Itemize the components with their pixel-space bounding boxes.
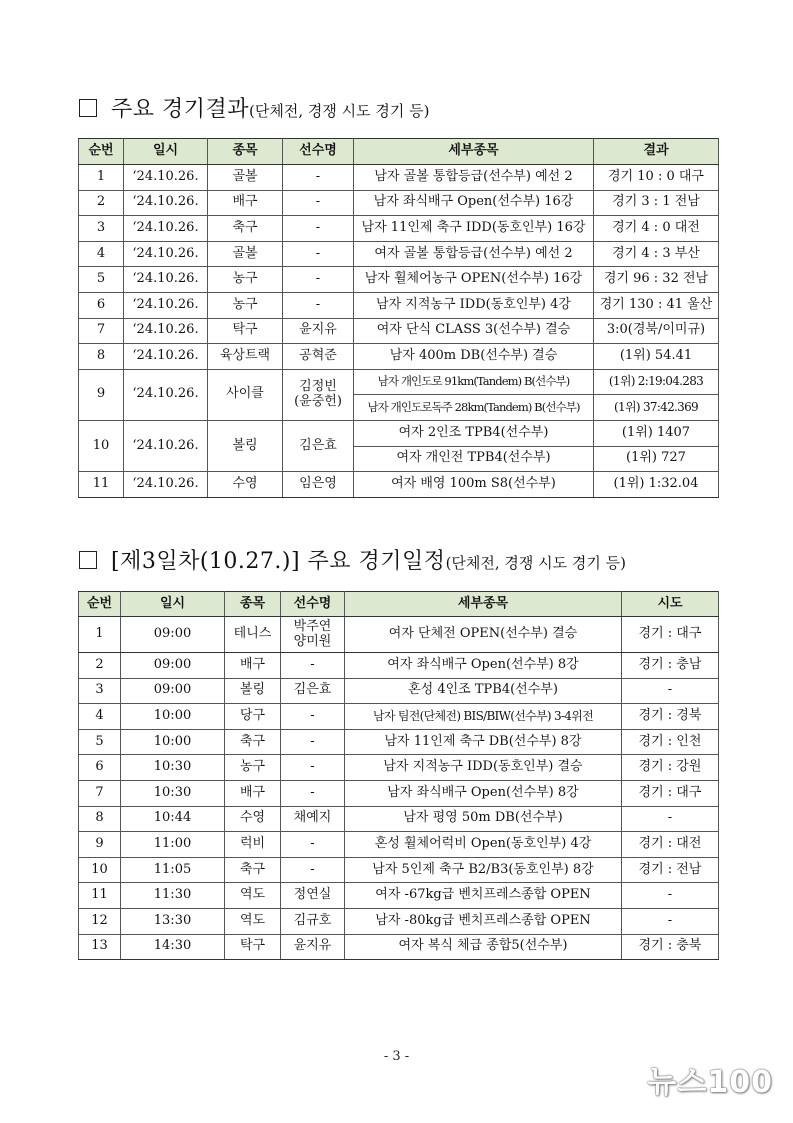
cell-sport: 테니스 xyxy=(225,617,281,653)
header-athlete: 선수명 xyxy=(281,592,345,617)
cell-athlete: - xyxy=(283,216,354,242)
cell-athlete: - xyxy=(281,832,345,858)
cell-athlete: - xyxy=(281,704,345,730)
header-result: 결과 xyxy=(594,139,719,165)
section-title-schedule xyxy=(79,544,626,575)
cell-sport: 당구 xyxy=(225,704,281,730)
cell-time: 11:00 xyxy=(121,832,225,858)
cell-sport: 배구 xyxy=(225,780,281,806)
cell-no: 1 xyxy=(79,165,124,191)
cell-event: 여자 복식 체급 종합5(선수부) xyxy=(345,934,622,960)
cell-region: 경기 : 대구 xyxy=(622,780,719,806)
athlete-line-2: (윤중헌) xyxy=(294,393,342,409)
table-row xyxy=(79,857,719,883)
cell-event: 남자 지적농구 IDD(동호인부) 4강 xyxy=(354,292,594,318)
cell-athlete: - xyxy=(283,165,354,191)
cell-date: ‘24.10.26. xyxy=(124,241,208,267)
cell-time: 14:30 xyxy=(121,934,225,960)
table-row xyxy=(79,369,719,395)
cell-sport: 수영 xyxy=(208,472,283,498)
cell-event: 남자 팀전(단체전) BIS/BIW(선수부) 3-4위전 xyxy=(345,704,622,730)
cell-sport: 역도 xyxy=(225,883,281,909)
cell-region: 경기 : 대구 xyxy=(622,617,719,653)
cell-athlete: - xyxy=(281,857,345,883)
cell-sport: 축구 xyxy=(208,216,283,242)
cell-event: 남자 좌식배구 Open(선수부) 8강 xyxy=(345,780,622,806)
cell-no: 1 xyxy=(79,617,121,653)
cell-sport: 탁구 xyxy=(225,934,281,960)
cell-no: 7 xyxy=(79,780,121,806)
table-row xyxy=(79,318,719,344)
cell-event: 남자 지적농구 IDD(동호인부) 결승 xyxy=(345,755,622,781)
cell-no: 13 xyxy=(79,934,121,960)
athlete-line-2: 양미원 xyxy=(293,633,332,649)
cell-athlete: 김은효 xyxy=(281,678,345,704)
table-header-row xyxy=(79,139,719,165)
cell-result: 경기 10 : 0 대구 xyxy=(594,165,719,191)
watermark-logo: 뉴스100 xyxy=(647,1065,773,1100)
cell-sport: 볼링 xyxy=(225,678,281,704)
cell-athlete: 윤지유 xyxy=(281,934,345,960)
cell-result: 경기 4 : 3 부산 xyxy=(594,241,719,267)
table-row xyxy=(79,241,719,267)
table-row xyxy=(79,755,719,781)
cell-event: 남자 좌식배구 Open(선수부) 16강 xyxy=(354,190,594,216)
cell-athlete xyxy=(283,369,354,420)
cell-sport: 탁구 xyxy=(208,318,283,344)
cell-result: 3:0(경북/이미규) xyxy=(594,318,719,344)
table-header-row xyxy=(79,592,719,617)
cell-no: 11 xyxy=(79,472,124,498)
header-athlete: 선수명 xyxy=(283,139,354,165)
cell-result: (1위) 37:42.369 xyxy=(594,395,719,421)
cell-event: 남자 400m DB(선수부) 결승 xyxy=(354,344,594,370)
cell-athlete: - xyxy=(283,190,354,216)
cell-region: - xyxy=(622,908,719,934)
cell-sport: 축구 xyxy=(225,857,281,883)
cell-event: 남자 -80kg급 벤치프레스종합 OPEN xyxy=(345,908,622,934)
cell-date: ‘24.10.26. xyxy=(124,420,208,471)
cell-no: 5 xyxy=(79,729,121,755)
cell-athlete: - xyxy=(283,241,354,267)
cell-date: ‘24.10.26. xyxy=(124,344,208,370)
cell-time: 10:30 xyxy=(121,780,225,806)
cell-event: 여자 배영 100m S8(선수부) xyxy=(354,472,594,498)
cell-region: - xyxy=(622,678,719,704)
cell-athlete: - xyxy=(281,653,345,679)
cell-date: ‘24.10.26. xyxy=(124,190,208,216)
cell-no: 10 xyxy=(79,420,124,471)
cell-no: 10 xyxy=(79,857,121,883)
cell-date: ‘24.10.26. xyxy=(124,267,208,293)
header-date: 일시 xyxy=(124,139,208,165)
table-row xyxy=(79,267,719,293)
results-table xyxy=(78,138,719,498)
cell-region: 경기 : 충북 xyxy=(622,934,719,960)
schedule-table xyxy=(78,591,719,960)
table-row xyxy=(79,832,719,858)
cell-no: 12 xyxy=(79,908,121,934)
cell-no: 8 xyxy=(79,344,124,370)
header-region: 시도 xyxy=(622,592,719,617)
cell-time: 09:00 xyxy=(121,653,225,679)
cell-sport: 골볼 xyxy=(208,241,283,267)
cell-no: 9 xyxy=(79,832,121,858)
table-row xyxy=(79,344,719,370)
cell-event: 여자 2인조 TPB4(선수부) xyxy=(354,420,594,446)
table-row xyxy=(79,216,719,242)
cell-event: 여자 골볼 통합등급(선수부) 예선 2 xyxy=(354,241,594,267)
cell-event: 남자 개인도로독주 28km(Tandem) B(선수부) xyxy=(354,395,594,421)
cell-time: 11:05 xyxy=(121,857,225,883)
cell-athlete: 채예지 xyxy=(281,806,345,832)
cell-event: 남자 골볼 통합등급(선수부) 예선 2 xyxy=(354,165,594,191)
cell-region: 경기 : 인천 xyxy=(622,729,719,755)
checkbox-square-icon xyxy=(79,99,97,117)
cell-athlete: - xyxy=(281,755,345,781)
cell-athlete: 정연실 xyxy=(281,883,345,909)
header-time: 일시 xyxy=(121,592,225,617)
table-row xyxy=(79,678,719,704)
cell-sport: 배구 xyxy=(208,190,283,216)
cell-result: 경기 4 : 0 대전 xyxy=(594,216,719,242)
cell-no: 3 xyxy=(79,216,124,242)
cell-result: 경기 3 : 1 전남 xyxy=(594,190,719,216)
cell-region: 경기 : 전남 xyxy=(622,857,719,883)
cell-date: ‘24.10.26. xyxy=(124,369,208,420)
cell-event: 혼성 4인조 TPB4(선수부) xyxy=(345,678,622,704)
cell-sport: 배구 xyxy=(225,653,281,679)
section-title-sub: (단체전, 경쟁 시도 경기 등) xyxy=(445,554,627,572)
cell-date: ‘24.10.26. xyxy=(124,292,208,318)
table-row xyxy=(79,653,719,679)
cell-athlete: - xyxy=(283,292,354,318)
cell-event: 혼성 휠체어럭비 Open(동호인부) 4강 xyxy=(345,832,622,858)
table-row xyxy=(79,190,719,216)
cell-no: 8 xyxy=(79,806,121,832)
section-title-main: [제3일차(10.27.)] 주요 경기일정 xyxy=(111,549,446,574)
cell-result: (1위) 1:32.04 xyxy=(594,472,719,498)
cell-event: 남자 11인제 축구 IDD(동호인부) 16강 xyxy=(354,216,594,242)
cell-time: 09:00 xyxy=(121,678,225,704)
cell-time: 09:00 xyxy=(121,617,225,653)
cell-no: 5 xyxy=(79,267,124,293)
cell-result: (1위) 727 xyxy=(594,446,719,472)
cell-sport: 볼링 xyxy=(208,420,283,471)
cell-athlete: - xyxy=(283,267,354,293)
cell-region: 경기 : 충남 xyxy=(622,653,719,679)
header-event: 세부종목 xyxy=(354,139,594,165)
cell-region: 경기 : 강원 xyxy=(622,755,719,781)
header-event: 세부종목 xyxy=(345,592,622,617)
table-row xyxy=(79,908,719,934)
cell-result: (1위) 1407 xyxy=(594,420,719,446)
athlete-line-1: 박주연 xyxy=(293,618,332,634)
header-no: 순번 xyxy=(79,592,121,617)
table-row xyxy=(79,704,719,730)
cell-sport: 육상트랙 xyxy=(208,344,283,370)
cell-athlete xyxy=(281,617,345,653)
cell-sport: 농구 xyxy=(225,755,281,781)
cell-event: 여자 -67kg급 벤치프레스종합 OPEN xyxy=(345,883,622,909)
table-row xyxy=(79,617,719,653)
table-row xyxy=(79,780,719,806)
cell-no: 3 xyxy=(79,678,121,704)
cell-no: 4 xyxy=(79,241,124,267)
cell-no: 6 xyxy=(79,755,121,781)
cell-result: 경기 96 : 32 전남 xyxy=(594,267,719,293)
cell-sport: 농구 xyxy=(208,267,283,293)
cell-athlete: - xyxy=(281,729,345,755)
cell-region: - xyxy=(622,806,719,832)
cell-event: 여자 단식 CLASS 3(선수부) 결승 xyxy=(354,318,594,344)
header-sport: 종목 xyxy=(208,139,283,165)
cell-event: 남자 5인제 축구 B2/B3(동호인부) 8강 xyxy=(345,857,622,883)
cell-time: 11:30 xyxy=(121,883,225,909)
cell-time: 10:00 xyxy=(121,704,225,730)
section-title-sub: (단체전, 경쟁 시도 경기 등) xyxy=(249,102,430,120)
table-row xyxy=(79,729,719,755)
cell-date: ‘24.10.26. xyxy=(124,165,208,191)
cell-no: 2 xyxy=(79,190,124,216)
cell-athlete: 김은효 xyxy=(283,420,354,471)
cell-result: 경기 130 : 41 울산 xyxy=(594,292,719,318)
header-sport: 종목 xyxy=(225,592,281,617)
cell-athlete: 공혁준 xyxy=(283,344,354,370)
cell-athlete: - xyxy=(281,780,345,806)
cell-event: 여자 개인전 TPB4(선수부) xyxy=(354,446,594,472)
cell-event: 여자 단체전 OPEN(선수부) 결승 xyxy=(345,617,622,653)
header-no: 순번 xyxy=(79,139,124,165)
checkbox-square-icon xyxy=(79,551,97,569)
cell-no: 2 xyxy=(79,653,121,679)
table-row xyxy=(79,883,719,909)
cell-result: (1위) 54.41 xyxy=(594,344,719,370)
cell-sport: 럭비 xyxy=(225,832,281,858)
cell-result: (1위) 2:19:04.283 xyxy=(594,369,719,395)
cell-event: 남자 11인제 축구 DB(선수부) 8강 xyxy=(345,729,622,755)
table-row xyxy=(79,420,719,446)
cell-no: 11 xyxy=(79,883,121,909)
cell-event: 남자 평영 50m DB(선수부) xyxy=(345,806,622,832)
table-row xyxy=(79,472,719,498)
cell-athlete: 윤지유 xyxy=(283,318,354,344)
cell-sport: 수영 xyxy=(225,806,281,832)
table-row xyxy=(79,292,719,318)
table-row xyxy=(79,165,719,191)
cell-time: 10:00 xyxy=(121,729,225,755)
cell-athlete: 임은영 xyxy=(283,472,354,498)
section-title-results xyxy=(79,92,429,123)
cell-date: ‘24.10.26. xyxy=(124,318,208,344)
table-row xyxy=(79,934,719,960)
cell-sport: 역도 xyxy=(225,908,281,934)
cell-sport: 축구 xyxy=(225,729,281,755)
athlete-line-1: 김정빈 xyxy=(299,378,337,394)
cell-time: 10:44 xyxy=(121,806,225,832)
cell-sport: 농구 xyxy=(208,292,283,318)
cell-time: 10:30 xyxy=(121,755,225,781)
section-title-main: 주요 경기결과 xyxy=(111,97,250,122)
cell-date: ‘24.10.26. xyxy=(124,216,208,242)
cell-region: 경기 : 경북 xyxy=(622,704,719,730)
cell-region: - xyxy=(622,883,719,909)
cell-date: ‘24.10.26. xyxy=(124,472,208,498)
cell-event: 여자 좌식배구 Open(선수부) 8강 xyxy=(345,653,622,679)
cell-sport: 사이클 xyxy=(208,369,283,420)
cell-no: 4 xyxy=(79,704,121,730)
cell-athlete: 김규호 xyxy=(281,908,345,934)
cell-time: 13:30 xyxy=(121,908,225,934)
cell-event: 남자 개인도로 91km(Tandem) B(선수부) xyxy=(354,369,594,395)
cell-event: 남자 휠체어농구 OPEN(선수부) 16강 xyxy=(354,267,594,293)
cell-no: 9 xyxy=(79,369,124,420)
page-number: - 3 - xyxy=(383,1049,410,1064)
cell-no: 6 xyxy=(79,292,124,318)
cell-no: 7 xyxy=(79,318,124,344)
cell-region: 경기 : 대전 xyxy=(622,832,719,858)
cell-sport: 골볼 xyxy=(208,165,283,191)
table-row xyxy=(79,806,719,832)
